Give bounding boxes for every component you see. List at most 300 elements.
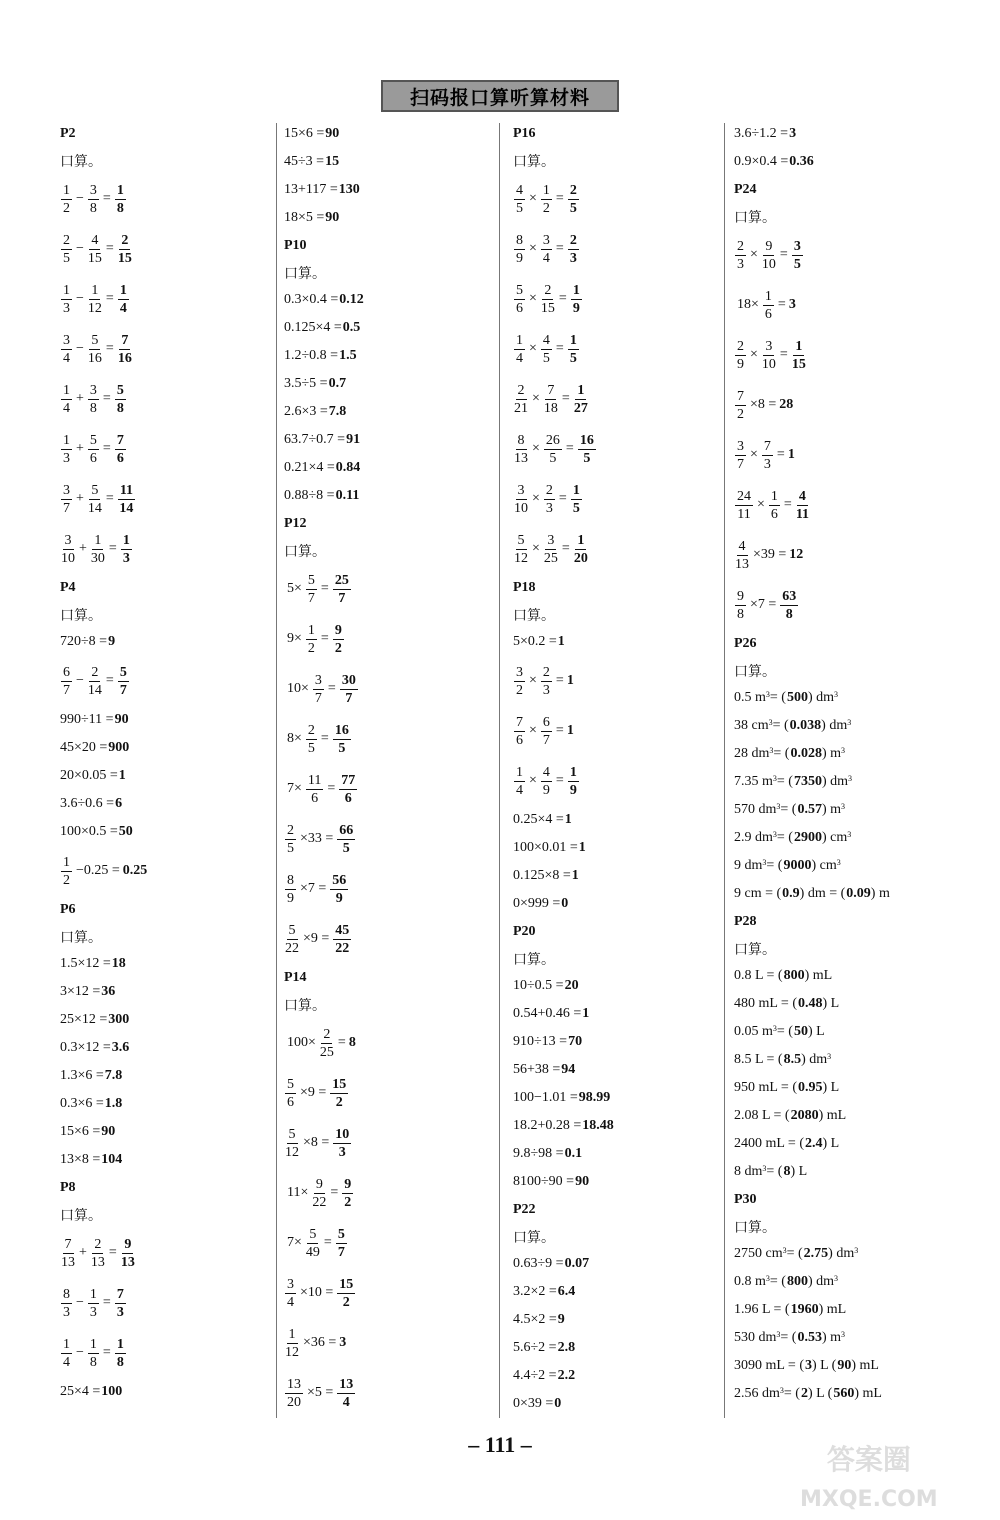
fraction [514, 664, 525, 699]
operator: = [561, 541, 570, 556]
numerator: 2 [323, 1026, 331, 1042]
exercise [734, 148, 814, 176]
denominator: 12 [87, 300, 102, 316]
question: 1.5×12 = [60, 956, 111, 971]
question: 3.2×2 = [513, 1284, 557, 1299]
exercise [284, 1068, 349, 1118]
numerator: 16 [334, 722, 349, 738]
denominator: 7 [314, 690, 322, 706]
operator: × [532, 491, 540, 506]
numerator: 8 [63, 1286, 70, 1302]
superscript: 3 [776, 1329, 781, 1339]
operator: 7× [287, 781, 302, 796]
denominator: 5 [307, 740, 315, 756]
operator: = [102, 1345, 111, 1360]
operator: × [529, 341, 537, 356]
denominator: 3 [63, 300, 70, 316]
answer: 2900 [793, 830, 822, 845]
text: ) dm [801, 1052, 828, 1067]
superscript: 3 [834, 689, 839, 699]
denominator: 7 [737, 456, 744, 472]
question: 0×999 = [513, 896, 561, 911]
text: ) m [870, 886, 890, 901]
numerator: 3 [765, 338, 773, 354]
exercise [60, 628, 115, 656]
fraction [61, 332, 72, 367]
fraction [61, 1236, 75, 1271]
numerator: 3 [547, 532, 555, 548]
denominator: 9 [287, 890, 294, 906]
text: 480 mL = ( [734, 996, 797, 1011]
exercise [513, 862, 579, 890]
question: 8100÷90 = [513, 1174, 575, 1189]
text: ) dm [828, 1246, 855, 1261]
exercise [734, 530, 803, 580]
text: 8.5 L = ( [734, 1052, 783, 1067]
fraction [333, 722, 351, 757]
denominator: 3 [338, 1144, 346, 1160]
exercise [60, 790, 122, 818]
fraction [735, 388, 746, 423]
exercise [734, 684, 838, 712]
denominator: 13 [120, 1254, 135, 1270]
numerator: 2 [542, 664, 550, 680]
text: ) L ( [811, 1358, 837, 1373]
numerator: 4 [542, 764, 550, 780]
operator: = [105, 291, 114, 306]
numerator: 4 [738, 538, 746, 554]
exercise [513, 224, 580, 274]
superscript: 3 [779, 1385, 784, 1395]
question: 0.9×0.4 = [734, 154, 789, 169]
denominator: 3 [737, 256, 744, 272]
numerator: 1 [542, 182, 550, 198]
answer: 3 [804, 1358, 812, 1373]
numerator: 3 [89, 182, 97, 198]
numerator: 13 [287, 1376, 301, 1392]
question: 45×20 = [60, 740, 108, 755]
question: 0.3×12 = [60, 1040, 111, 1055]
operator: ×7 = [300, 881, 327, 896]
watermark-line2: MXQE.COM [800, 1487, 938, 1512]
text: = ( [769, 1274, 786, 1289]
operator: + [76, 491, 84, 506]
section-heading: P30 [734, 1191, 757, 1207]
section-heading: P10 [284, 237, 307, 253]
answer: 0.48 [797, 996, 823, 1011]
fraction [514, 182, 525, 217]
answer: 104 [101, 1152, 123, 1167]
numerator: 11 [307, 772, 322, 788]
exercise [60, 1034, 129, 1062]
numerator: 15 [332, 1076, 347, 1092]
operator: + [76, 441, 84, 456]
denominator: 2 [335, 1094, 343, 1110]
fraction [568, 764, 579, 799]
fraction [61, 482, 72, 517]
fraction [568, 232, 579, 267]
question: 0.3×0.4 = [284, 292, 339, 307]
answer: 2 [800, 1386, 808, 1401]
operator: = [330, 1185, 339, 1200]
exercise [284, 1118, 352, 1168]
numerator: 9 [344, 1176, 352, 1192]
numerator: 1 [91, 282, 99, 298]
denominator: 6 [516, 732, 523, 748]
answer: 94 [561, 1062, 576, 1077]
watermark [800, 1440, 938, 1520]
question: 0.63÷9 = [513, 1256, 564, 1271]
answer: 1960 [790, 1302, 819, 1317]
fraction [541, 714, 552, 749]
numerator: 5 [288, 1126, 296, 1142]
answer: 15 [325, 154, 340, 169]
operator: ×8 = [750, 397, 777, 412]
denominator: 3 [763, 456, 771, 472]
superscript: 3 [776, 801, 781, 811]
numerator: 7 [737, 388, 744, 404]
operator: = [558, 491, 567, 506]
operator: = [320, 631, 329, 646]
denominator: 15 [87, 250, 102, 266]
exercise [513, 374, 589, 424]
fraction [544, 382, 558, 417]
numerator: 3 [89, 382, 97, 398]
numerator: 13 [339, 1376, 354, 1392]
answer: 0 [554, 1396, 562, 1411]
numerator: 1 [119, 282, 127, 298]
operator: = [558, 291, 567, 306]
text: ) m [821, 802, 842, 817]
fraction [762, 238, 776, 273]
fraction [306, 772, 323, 807]
fraction [91, 1236, 105, 1271]
answer: 3 [789, 126, 797, 141]
fraction [514, 232, 525, 267]
denominator: 10 [61, 550, 75, 566]
operator: = [783, 497, 792, 512]
text: 28 dm [734, 746, 770, 761]
operator: ×9 = [303, 931, 330, 946]
superscript: 3 [762, 857, 767, 867]
question: 3×12 = [60, 984, 101, 999]
operator: = [108, 1245, 117, 1260]
numerator: 7 [547, 382, 555, 398]
answer: 7.8 [104, 1068, 123, 1083]
exercise [734, 880, 890, 908]
exercise [60, 174, 127, 224]
fraction [342, 1176, 353, 1211]
operator: 100× [287, 1035, 316, 1050]
denominator: 5 [793, 256, 801, 272]
answer: 1 [582, 1006, 590, 1021]
denominator: 2 [542, 200, 550, 216]
denominator: 5 [572, 500, 580, 516]
numerator: 1 [572, 282, 580, 298]
fraction [88, 332, 102, 367]
denominator: 8 [89, 400, 97, 416]
fraction [541, 764, 552, 799]
answer: 8.5 [783, 1052, 802, 1067]
numerator: 16 [579, 432, 594, 448]
fraction [285, 1076, 296, 1111]
fraction [792, 338, 806, 373]
fraction [735, 338, 746, 373]
fraction [571, 482, 582, 517]
section-heading: P6 [60, 901, 76, 917]
text: ) mL [854, 1386, 882, 1401]
exercise [513, 972, 579, 1000]
denominator: 5 [287, 840, 294, 856]
superscript: 3 [847, 829, 852, 839]
instruction-label: 口算。 [60, 607, 102, 624]
numerator: 1 [63, 854, 70, 870]
text: = ( [776, 774, 793, 789]
fraction [541, 182, 552, 217]
fraction [306, 1226, 320, 1261]
superscript: 3 [836, 857, 841, 867]
fraction [91, 532, 105, 567]
denominator: 16 [87, 350, 102, 366]
operator: = [555, 723, 564, 738]
exercise [734, 1018, 825, 1046]
text: ) cm [821, 830, 848, 845]
denominator: 27 [573, 400, 588, 416]
fraction [330, 872, 348, 907]
answer: 130 [338, 182, 360, 197]
answer: 50 [793, 1024, 808, 1039]
operator: × [529, 723, 537, 738]
exercise [513, 324, 580, 374]
numerator: 1 [94, 532, 102, 548]
numerator: 2 [63, 232, 70, 248]
operator: = [555, 341, 564, 356]
numerator: 2 [569, 182, 577, 198]
text: ) L ( [807, 1386, 833, 1401]
exercise [734, 768, 852, 796]
numerator: 1 [63, 182, 70, 198]
numerator: 5 [119, 664, 127, 680]
answer: 0.07 [564, 1256, 590, 1271]
denominator: 11 [737, 506, 751, 522]
answer: 0.36 [789, 154, 814, 169]
fraction [544, 482, 555, 517]
question: 0.21×4 = [284, 460, 335, 475]
operator: 10× [287, 681, 309, 696]
text: 0.8 m [734, 1274, 766, 1289]
answer: 1 [564, 812, 572, 827]
denominator: 2 [63, 872, 70, 888]
section-heading: P28 [734, 913, 757, 929]
exercise [734, 1102, 846, 1130]
answer: 0.028 [790, 746, 822, 761]
exercise [284, 764, 358, 814]
operator: × [532, 391, 540, 406]
text: 2400 mL = ( [734, 1136, 804, 1151]
instruction-label: 口算。 [734, 663, 776, 680]
exercise [284, 176, 360, 204]
exercise [60, 656, 130, 706]
denominator: 15 [791, 356, 806, 372]
question: 0.88÷8 = [284, 488, 335, 503]
text: 8 dm [734, 1164, 763, 1179]
exercise [513, 524, 589, 574]
denominator: 9 [572, 300, 580, 316]
numerator: 1 [770, 488, 778, 504]
question: 100×0.01 = [513, 840, 578, 855]
numerator: 10 [335, 1126, 350, 1142]
fraction [61, 1336, 72, 1371]
answer: 9 [557, 1312, 565, 1327]
denominator: 4 [516, 350, 523, 366]
fraction [762, 438, 773, 473]
exercise [513, 1140, 582, 1168]
operator: = [105, 673, 114, 688]
answer: 2.75 [803, 1246, 829, 1261]
denominator: 2 [737, 406, 744, 422]
operator: × [750, 347, 758, 362]
text: ) m [821, 1330, 842, 1345]
fraction [118, 332, 132, 367]
text: ) cm [811, 858, 837, 873]
exercise [513, 1084, 610, 1112]
fraction [61, 532, 75, 567]
answer: 100 [101, 1384, 123, 1399]
numerator: 5 [91, 482, 99, 498]
exercise [60, 224, 133, 274]
fraction [735, 538, 749, 573]
text: ) m [821, 746, 842, 761]
question: 2.6×3 = [284, 404, 328, 419]
exercise [734, 1296, 846, 1324]
instruction-label: 口算。 [734, 1219, 776, 1236]
denominator: 25 [319, 1044, 334, 1060]
superscript: 3 [772, 829, 777, 839]
fraction [769, 488, 780, 523]
operator: ×8 = [303, 1135, 330, 1150]
exercise [734, 1240, 858, 1268]
denominator: 14 [119, 500, 134, 516]
denominator: 8 [116, 200, 124, 216]
exercise [284, 664, 359, 714]
fraction [541, 664, 552, 699]
exercise [284, 1268, 356, 1318]
text: 9 dm [734, 858, 763, 873]
fraction [88, 482, 102, 517]
denominator: 49 [305, 1244, 320, 1260]
exercise [284, 148, 339, 176]
question: 910÷13 = [513, 1034, 568, 1049]
denominator: 5 [549, 450, 557, 466]
fraction [735, 438, 746, 473]
answer: 0.57 [797, 802, 822, 817]
exercise [734, 824, 851, 852]
operator: = [108, 541, 117, 556]
superscript: 3 [772, 773, 777, 783]
fraction [514, 432, 528, 467]
numerator: 7 [116, 432, 124, 448]
operator: × [529, 673, 537, 688]
question: 9.8÷98 = [513, 1146, 564, 1161]
answer: 90 [325, 210, 340, 225]
exercise [734, 1046, 831, 1074]
fraction [61, 282, 72, 317]
operator: = [327, 781, 336, 796]
answer: 3.6 [111, 1040, 130, 1055]
answer: 1 [118, 768, 126, 783]
text: = ( [780, 1330, 797, 1345]
instruction-label: 口算。 [513, 1229, 555, 1246]
answer: 1 [566, 723, 574, 738]
text: 9 cm = ( [734, 886, 782, 901]
question: 0.125×8 = [513, 868, 571, 883]
text: 7.35 m [734, 774, 773, 789]
fraction [61, 1286, 72, 1321]
exercise [734, 852, 841, 880]
fraction [285, 1326, 299, 1361]
answer: 8 [783, 1164, 791, 1179]
operator: = [776, 447, 785, 462]
text: ) dm [807, 690, 835, 705]
denominator: 15 [117, 250, 132, 266]
denominator: 8 [89, 1354, 97, 1370]
exercise [284, 814, 356, 864]
operator: ×5 = [307, 1385, 334, 1400]
numerator: 1 [764, 288, 772, 304]
fraction [514, 714, 525, 749]
denominator: 10 [761, 356, 776, 372]
numerator: 3 [63, 332, 70, 348]
fraction [514, 332, 525, 367]
question: 0.54+0.46 = [513, 1006, 582, 1021]
fraction [339, 772, 357, 807]
exercise [284, 342, 357, 370]
denominator: 7 [345, 690, 353, 706]
text: 2.56 dm [734, 1386, 780, 1401]
fraction [61, 854, 72, 889]
answer: 18 [111, 956, 126, 971]
question: 990÷11 = [60, 712, 114, 727]
answer: 800 [783, 968, 805, 983]
text: 1.96 L = ( [734, 1302, 790, 1317]
question: 5.6÷2 = [513, 1340, 557, 1355]
question: 45÷3 = [284, 154, 325, 169]
denominator: 4 [287, 1294, 294, 1310]
exercise [60, 978, 115, 1006]
exercise [60, 274, 130, 324]
column-divider [499, 123, 500, 1418]
numerator: 1 [795, 338, 803, 354]
exercise [513, 1306, 565, 1334]
numerator: 1 [116, 1336, 124, 1352]
text: = ( [776, 830, 793, 845]
exercise [734, 796, 845, 824]
operator: = [555, 241, 564, 256]
column-divider [276, 123, 277, 1418]
fraction [285, 1376, 303, 1411]
denominator: 9 [335, 890, 343, 906]
answer: 500 [786, 690, 808, 705]
answer: 0.9 [782, 886, 800, 901]
text: ) dm [821, 718, 848, 733]
fraction [313, 672, 324, 707]
question: 0.25×4 = [513, 812, 564, 827]
exercise [60, 1228, 136, 1278]
text: 0.5 m [734, 690, 766, 705]
numerator: 1 [569, 332, 577, 348]
exercise [60, 524, 133, 574]
answer: 0.5 [342, 320, 361, 335]
